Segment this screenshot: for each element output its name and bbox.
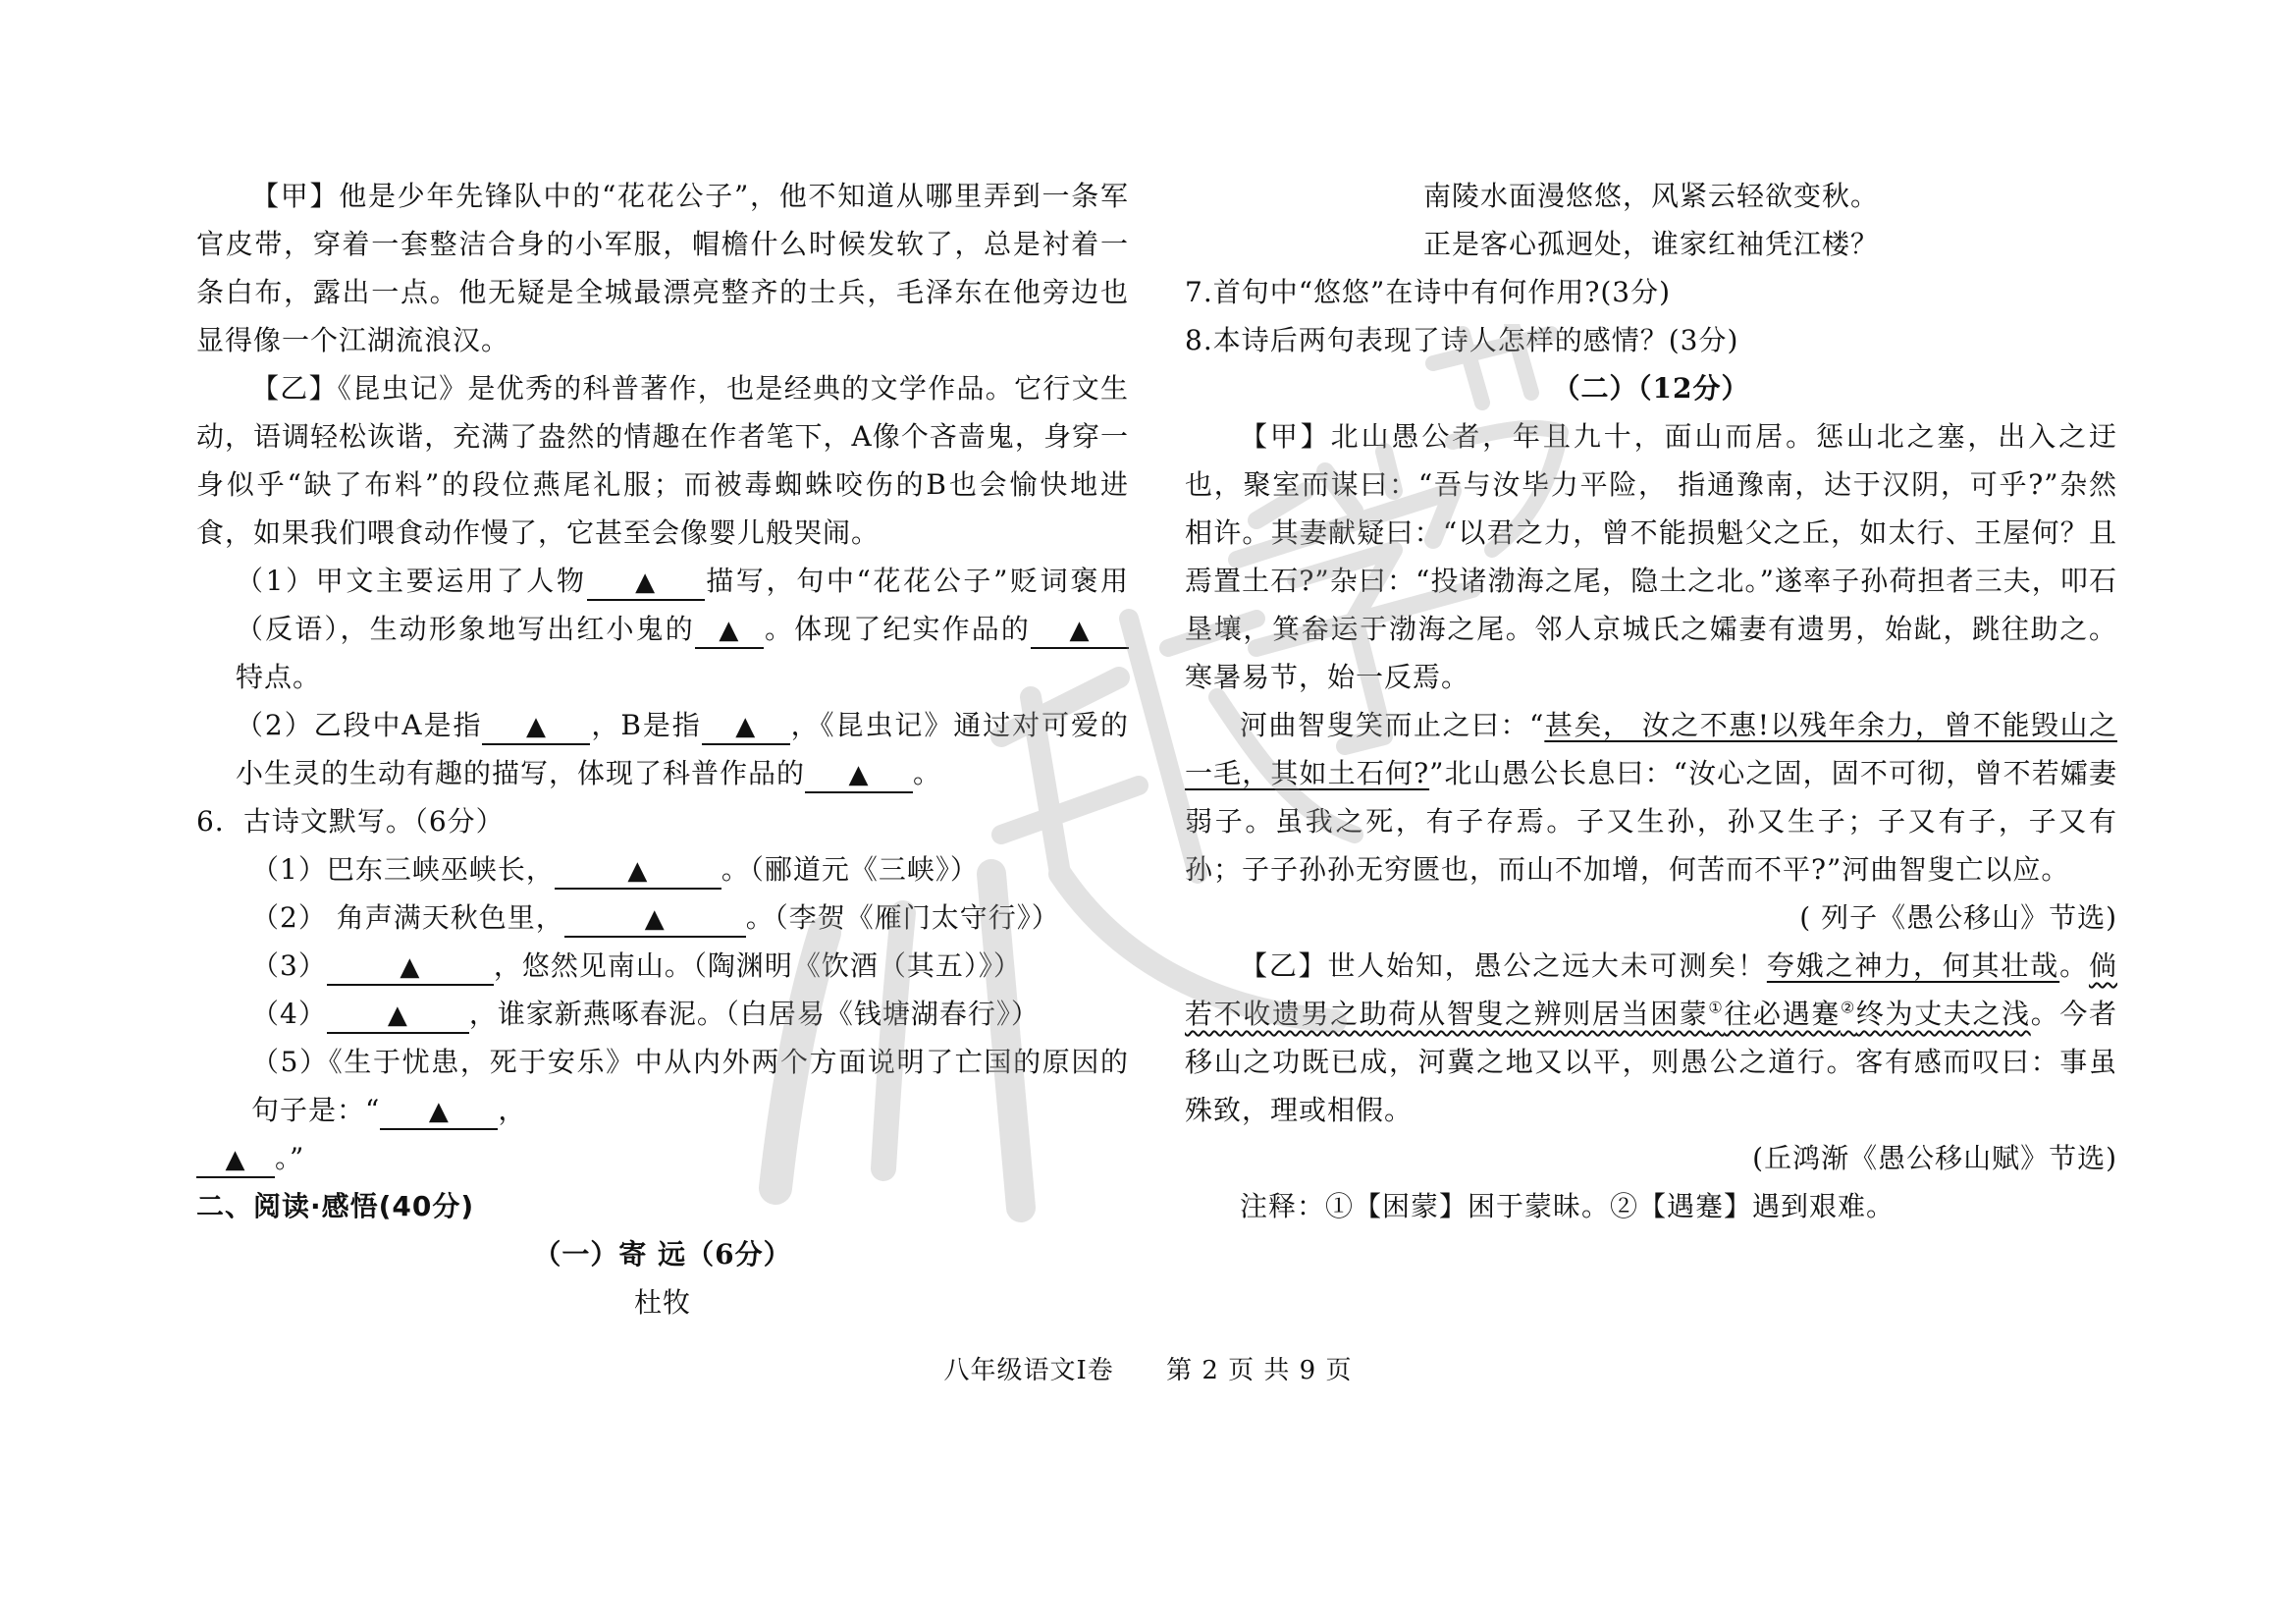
wavy-underlined-sentence: 倘若不收遗男之助荷从智叟之辨则居当困蒙①往必遇蹇②终为丈夫之浅 [1185, 949, 2117, 1030]
answer-blank[interactable]: ▲ [805, 757, 913, 793]
footer-page-number: 第 2 页 共 9 页 [1166, 1356, 1353, 1385]
answer-blank[interactable]: ▲ [380, 1094, 498, 1130]
answer-blank[interactable]: ▲ [555, 853, 721, 890]
yi-paragraph: 【乙】《昆虫记》是优秀的科普著作，也是经典的文学作品。它行文生动，语调轻松诙谐，充满了盎然的情趣在作者笔下，A像个吝啬鬼，身穿一身似乎“缺了布料”的段位燕尾礼服；而被毒蜘蛛咬伤的B也会愉快地进食，如果我们喂食动作慢了，它甚至会像婴儿般哭闹。 [196, 372, 1129, 549]
question-5-2: （2）乙段中A是指 ▲ ，B是指 ▲ ，《昆虫记》通过对可爱的小生灵的生动有趣的描写，体现了科普作品的 ▲ 。 [196, 701, 1129, 797]
answer-blank[interactable]: ▲ [702, 709, 790, 745]
answer-blank[interactable]: ▲ [1031, 613, 1129, 649]
poem-line-2: 正是客心孤迥处，谁家红袖凭江楼？ [1422, 228, 1879, 260]
question-6-heading: 6．古诗文默写。（6分） [196, 805, 505, 838]
footer-exam-name: 八年级语文Ⅰ卷 [943, 1356, 1114, 1385]
jia-paragraph: 【甲】他是少年先锋队中的“花花公子”，他不知道从哪里弄到一条军官皮带，穿着一套整洁合身的小军服，帽檐什么时候发软了，总是衬着一条白布，露出一点。他无疑是全城最漂亮整齐的士兵，毛泽东在他旁边也显得像一个江湖流浪汉。 [196, 180, 1129, 356]
question-7: 7.首句中“悠悠”在诗中有何作用?(3分) [1185, 276, 1672, 308]
source-liezi: ( 列子《愚公移山》节选) [1799, 901, 2117, 934]
poem-author: 杜牧 [633, 1286, 691, 1319]
answer-blank[interactable]: ▲ [564, 901, 746, 938]
zhisou-paragraph: 河曲智叟笑而止之曰：“甚矣， 汝之不惠!以残年余力，曾不能毁山之一毛，其如土石何?”北山愚公长息曰：“汝心之固，固不可彻，曾不若孀妻弱子。虽我之死，有子存焉。子又生孙，孙又生子；子又有子，子又有孙；子子孙孙无穷匮也，而山不加增，何苦而不平?”河曲智叟亡以应。 [1185, 709, 2117, 886]
answer-blank[interactable]: ▲ [196, 1142, 275, 1178]
yugong-yi-paragraph: 【乙】世人始知，愚公之远大未可测矣！夸娥之神力，何其壮哉。倘若不收遗男之助荷从智叟之辨则居当困蒙①往必遇蹇②终为丈夫之浅。今者移山之功既已成，河冀之地又以平，则愚公之道行。客有感而叹曰：事虽殊致，理或相假。 [1185, 949, 2118, 1126]
underlined-sentence: 甚矣， 汝之不惠!以残年余力，曾不能毁山之一毛，其如土石何? [1185, 709, 2117, 789]
annotation-note: 注释：①【困蒙】困于蒙昧。②【遇蹇】遇到艰难。 [1240, 1190, 1896, 1222]
part-1-title: （一）寄 远（6分） [533, 1238, 792, 1271]
page-footer [0, 1350, 2296, 1386]
answer-blank[interactable]: ▲ [587, 565, 705, 601]
poem-line-1: 南陵水面漫悠悠，风紧云轻欲变秋。 [1422, 180, 1879, 212]
question-6-1: （1）巴东三峡巫峡长， ▲ 。（郦道元《三峡》） [196, 845, 1129, 893]
question-6-4: （4） ▲ ，谁家新燕啄春泥。（白居易《钱塘湖春行》） [196, 990, 1129, 1038]
part-2-title: （二）（12分） [1552, 372, 1750, 405]
question-8: 8.本诗后两句表现了诗人怎样的感情？(3分) [1185, 324, 1739, 356]
right-column [1185, 172, 2117, 1230]
underlined-phrase: 夸娥之神力，何其壮哉 [1766, 949, 2060, 982]
left-column [196, 172, 1129, 1326]
answer-blank[interactable]: ▲ [482, 709, 590, 745]
question-5-1: （1）甲文主要运用了人物 ▲ 描写，句中“花花公子”贬词褒用（反语），生动形象地写出红小鬼的 ▲ 。体现了纪实作品的 ▲特点。 [236, 565, 1129, 693]
section-2-heading: 二、阅读·感悟(40分) [196, 1190, 475, 1222]
question-6-5: （5）《生于忧患，死于安乐》中从内外两个方面说明了亡国的原因的句子是：“ ▲ ， ▲ 。” [196, 1038, 1129, 1182]
yugong-jia-paragraph: 【甲】北山愚公者，年且九十，面山而居。惩山北之塞，出入之迂也，聚室而谋曰：“吾与汝毕力平险， 指通豫南，达于汉阴，可乎?”杂然相许。其妻献疑曰：“以君之力，曾不能损魁父之丘，如太行、王屋何？且焉置土石?”杂曰：“投诸渤海之尾，隐土之北。”遂率子孙荷担者三夫，叩石垦壤，箕畚运于渤海之尾。邻人京城氏之孀妻有遗男，始龀，跳往助之。寒暑易节，始一反焉。 [1185, 420, 2117, 693]
answer-blank[interactable]: ▲ [695, 613, 764, 649]
question-6-2: （2） 角声满天秋色里， ▲ 。（李贺《雁门太守行》） [196, 893, 1129, 942]
answer-blank[interactable]: ▲ [327, 949, 494, 986]
source-qiu: (丘鸿渐《愚公移山赋》节选) [1752, 1142, 2117, 1174]
answer-blank[interactable]: ▲ [327, 998, 469, 1034]
question-6-3: （3） ▲ ，悠然见南山。（陶渊明《饮酒（其五）》） [196, 942, 1129, 990]
